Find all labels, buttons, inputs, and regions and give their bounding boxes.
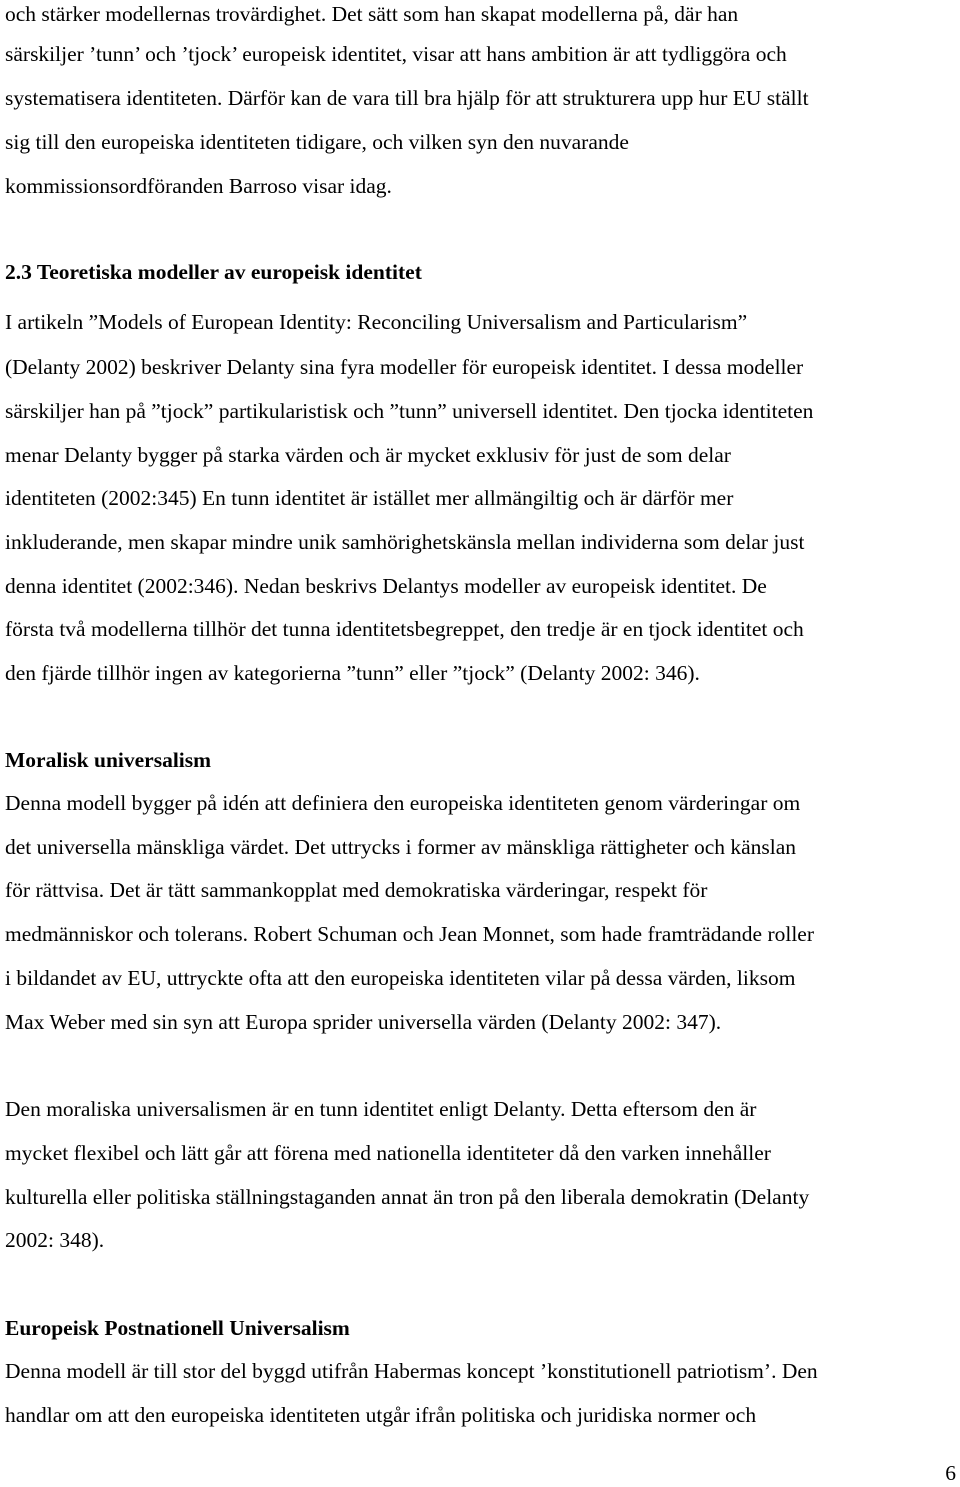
text-line: särskiljer han på ”tjock” partikularistisk och ”tunn” universell identitet. Den tjocka identiteten: [5, 399, 814, 423]
text-line: mycket flexibel och lätt går att förena med nationella identiteter då den varken innehåller: [5, 1141, 771, 1165]
section-heading: 2.3 Teoretiska modeller av europeisk identitet: [5, 260, 422, 284]
text-line: för rättvisa. Det är tätt sammankopplat med demokratiska värderingar, respekt för: [5, 878, 708, 902]
text-line: särskiljer ’tunn’ och ’tjock’ europeisk identitet, visar att hans ambition är att tydliggöra och: [5, 42, 787, 66]
text-line: Denna modell är till stor del byggd utifrån Habermas koncept ’konstitutionell patriotism’. Den: [5, 1359, 818, 1383]
text-line: Denna modell bygger på idén att definiera den europeiska identiteten genom värderingar om: [5, 791, 801, 815]
subheading-moral-universalism: Moralisk universalism: [5, 748, 212, 772]
text-line: menar Delanty bygger på starka värden och är mycket exklusiv för just de som delar: [5, 443, 731, 467]
subheading-postnational-universalism: Europeisk Postnationell Universalism: [5, 1316, 350, 1340]
text-line: denna identitet (2002:346). Nedan beskrivs Delantys modeller av europeisk identitet. De: [5, 574, 767, 598]
text-line: kulturella eller politiska ställningstaganden annat än tron på den liberala demokratin (Delanty: [5, 1185, 810, 1209]
text-line: första två modellerna tillhör det tunna identitetsbegreppet, den tredje är en tjock identitet och: [5, 617, 804, 641]
text-line: kommissionsordföranden Barroso visar idag.: [5, 174, 392, 198]
text-line: Max Weber med sin syn att Europa sprider universella värden (Delanty 2002: 347).: [5, 1010, 722, 1034]
text-line: inkluderande, men skapar mindre unik samhörighetskänsla mellan individerna som delar just: [5, 530, 805, 554]
text-line: (Delanty 2002) beskriver Delanty sina fyra modeller för europeisk identitet. I dessa modeller: [5, 355, 804, 379]
text-line: Den moraliska universalismen är en tunn identitet enligt Delanty. Detta eftersom den är: [5, 1097, 757, 1121]
text-line: den fjärde tillhör ingen av kategorierna ”tunn” eller ”tjock” (Delanty 2002: 346).: [5, 661, 700, 685]
text-line: sig till den europeiska identiteten tidigare, och vilken syn den nuvarande: [5, 130, 629, 154]
text-line: systematisera identiteten. Därför kan de vara till bra hjälp för att strukturera upp hur EU ställt: [5, 86, 809, 110]
text-line: 2002: 348).: [5, 1228, 105, 1252]
text-line: handlar om att den europeiska identiteten utgår ifrån politiska och juridiska normer och: [5, 1403, 757, 1427]
text-line: medmänniskor och tolerans. Robert Schuman och Jean Monnet, som hade framträdande roller: [5, 922, 815, 946]
text-line: och stärker modellernas trovärdighet. Det sätt som han skapat modellerna på, där han: [5, 2, 739, 26]
text-line: I artikeln ”Models of European Identity: Reconciling Universalism and Particularism”: [5, 310, 748, 334]
page-number: 6: [945, 1461, 956, 1485]
text-line: identiteten (2002:345) En tunn identitet är istället mer allmängiltig och är därför mer: [5, 486, 734, 510]
text-line: det universella mänskliga värdet. Det uttrycks i former av mänskliga rättigheter och känslan: [5, 835, 797, 859]
text-line: i bildandet av EU, uttryckte ofta att den europeiska identiteten vilar på dessa värden, liksom: [5, 966, 796, 990]
